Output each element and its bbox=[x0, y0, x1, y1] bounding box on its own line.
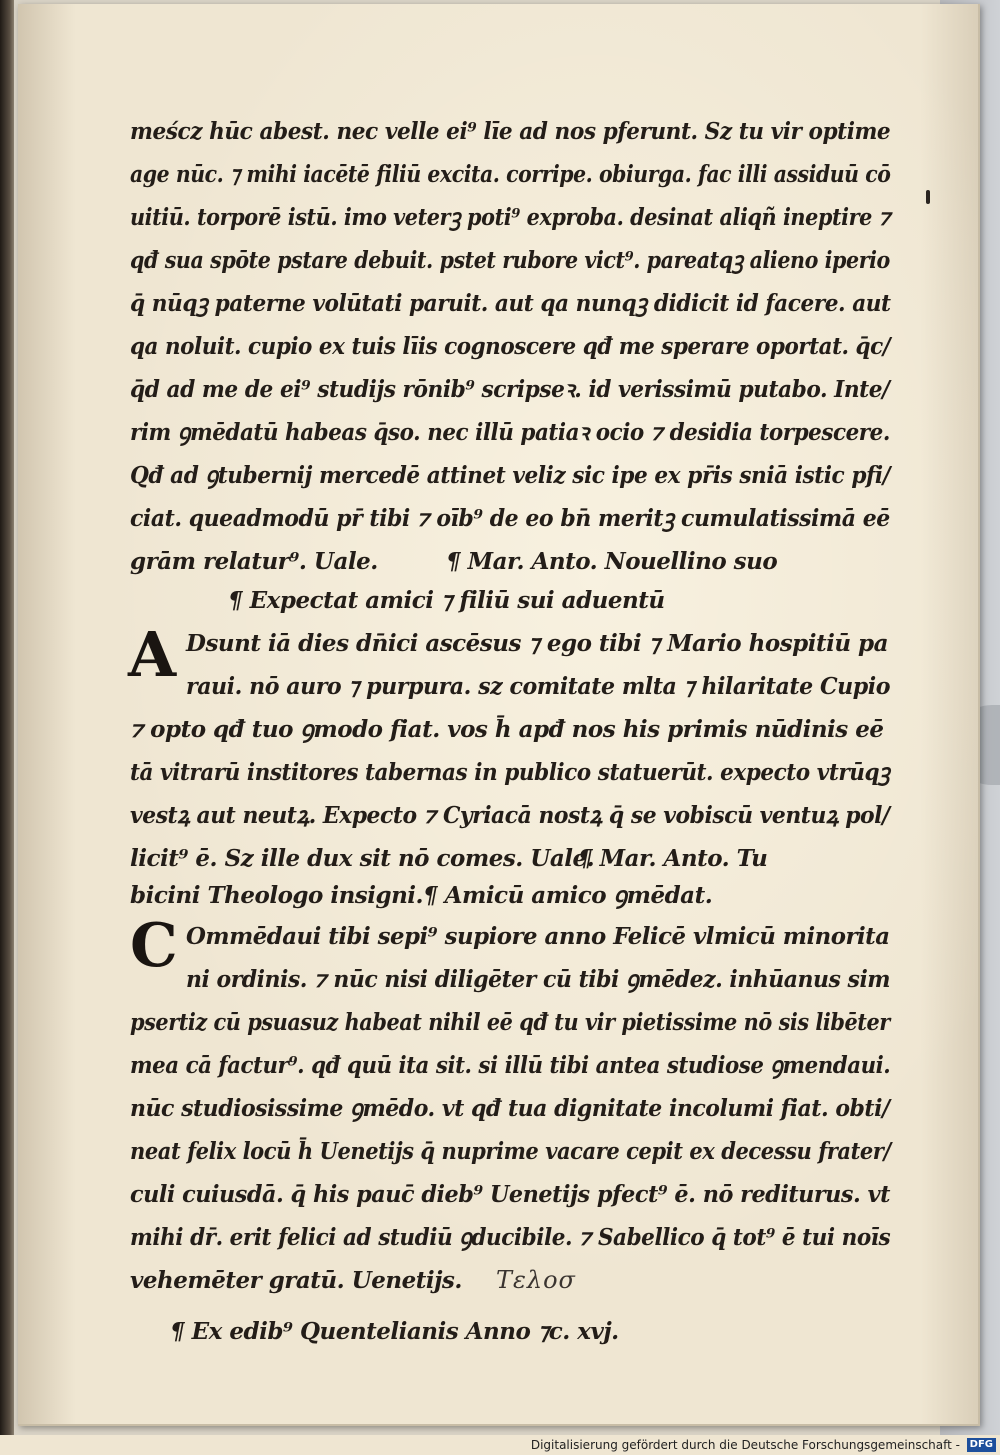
letter-subheading: ¶ Expectat amici ⁊ filiū sui aduentū bbox=[228, 587, 665, 614]
text-line: vehemēter gratū. Uenetijs. bbox=[130, 1267, 462, 1294]
footer-bar bbox=[0, 1435, 1000, 1455]
text-line: Qđ ad ꝯtubernij mercedē attinet veliz sic ipe ex pr̄is sniā istic pfi/ bbox=[130, 462, 891, 489]
text-line: age nūc. ⁊ mihi iacētē filiū excita. corripe. obiurga. fac illi assiduū cō bbox=[130, 161, 891, 188]
text-line: q̄ nūqꝫ paterne volūtati paruit. aut qa nunqꝫ didicit id facere. aut bbox=[130, 290, 891, 317]
text-line: q̄d ad me de ei⁹ studijs rōnib⁹ scripseꝛ. id verissimū putabo. Inte/ bbox=[130, 376, 890, 403]
letter-heading: ¶ Mar. Anto. Tu bbox=[578, 845, 768, 872]
dfg-logo: DFG bbox=[967, 1438, 996, 1452]
text-line: culi cuiusdā. q̄ his pauc̄ dieb⁹ Uenetijs pfect⁹ ē. nō rediturus. vt bbox=[130, 1181, 890, 1208]
text-line: qa noluit. cupio ex tuis līis cognoscere qđ me sperare oportat. q̄c/ bbox=[130, 333, 891, 360]
text-line: ciat. queadmodū pr̄ tibi ⁊ oīb⁹ de eo bn̄ meritꝫ cumulatissimā eē bbox=[130, 505, 890, 532]
text-line: Ommēdaui tibi sepi⁹ supiore anno Felicē vlmicū minorita bbox=[186, 923, 890, 950]
book-page bbox=[18, 4, 980, 1426]
text-line: vestꝝ aut neutꝝ. Expecto ⁊ Cyriacā nostꝝ q̄ se vobiscū ventuꝝ pol/ bbox=[130, 802, 890, 829]
text-line: uitiū. torporē istū. imo veterꝫ poti⁹ exproba. desinat aliqñ ineptire ⁊ bbox=[130, 204, 891, 231]
text-line: raui. nō auro ⁊ purpura. sz comitate mlta ⁊ hilaritate Cupio bbox=[186, 673, 891, 700]
book-gutter bbox=[0, 0, 14, 1455]
text-line: ni ordinis. ⁊ nūc nisi diligēter cū tibi ꝯmēdez. inhūanus sim bbox=[186, 966, 891, 993]
colophon: ¶ Ex edib⁹ Quentelianis Anno ⁊c. xvj. bbox=[170, 1318, 619, 1345]
text-line: mea cā factur⁹. qđ quū ita sit. si illū tibi antea studiose ꝯmendaui. bbox=[130, 1052, 891, 1079]
text-line: meścz hūc abest. nec velle ei⁹ līe ad nos pferunt. Sz tu vir optime bbox=[130, 118, 891, 145]
funding-credit: Digitalisierung gefördert durch die Deutsche Forschungsgemeinschaft - bbox=[530, 1438, 960, 1452]
text-line: qđ sua spōte pstare debuit. pstet rubore vict⁹. pareatqꝫ alieno iperio bbox=[130, 247, 890, 274]
text-line: grām relatur⁹. Uale. bbox=[130, 548, 378, 575]
text-line: neat felix locū h̄ Uenetijs q̄ nuprime vacare cepit ex decessu frater/ bbox=[130, 1138, 891, 1165]
decorated-initial: C bbox=[130, 911, 178, 981]
text-line: nūc studiosissime ꝯmēdo. vt qđ tua dignitate incolumi fiat. obti/ bbox=[130, 1095, 890, 1122]
handwritten-note: Τελοσ bbox=[496, 1266, 576, 1294]
text-line: ⁊ opto qđ tuo ꝯmodo fiat. vos h̄ apđ nos his primis nūdinis eē bbox=[130, 716, 884, 743]
letter-subheading: ¶ Amicū amico ꝯmēdat. bbox=[423, 882, 713, 909]
text-line: rim ꝯmēdatū habeas q̄so. nec illū patiaꝛ ocio ⁊ desidia torpescere. bbox=[130, 419, 890, 446]
text-line: mihi dr̄. erit felici ad studiū ꝯducibile. ⁊ Sabellico q̄ tot⁹ ē tui noīs bbox=[130, 1224, 891, 1251]
text-line: Dsunt iā dies dn̄ici ascēsus ⁊ ego tibi ⁊ Mario hospitiū pa bbox=[186, 630, 889, 657]
text-line: psertiz cū psuasuz habeat nihil eē qđ tu vir pietissime nō sis libēter bbox=[130, 1009, 890, 1036]
letter-heading: ¶ Mar. Anto. Nouellino suo bbox=[446, 548, 778, 575]
decorated-initial: A bbox=[128, 618, 177, 691]
ink-mark bbox=[926, 190, 930, 204]
text-line: bicini Theologo insigni. bbox=[130, 882, 424, 909]
text-line: licit⁹ ē. Sz ille dux sit nō comes. Uale. bbox=[130, 845, 595, 872]
text-line: tā vitrarū institores tabernas in publico statuerūt. expecto vtrūqꝫ bbox=[130, 759, 890, 786]
